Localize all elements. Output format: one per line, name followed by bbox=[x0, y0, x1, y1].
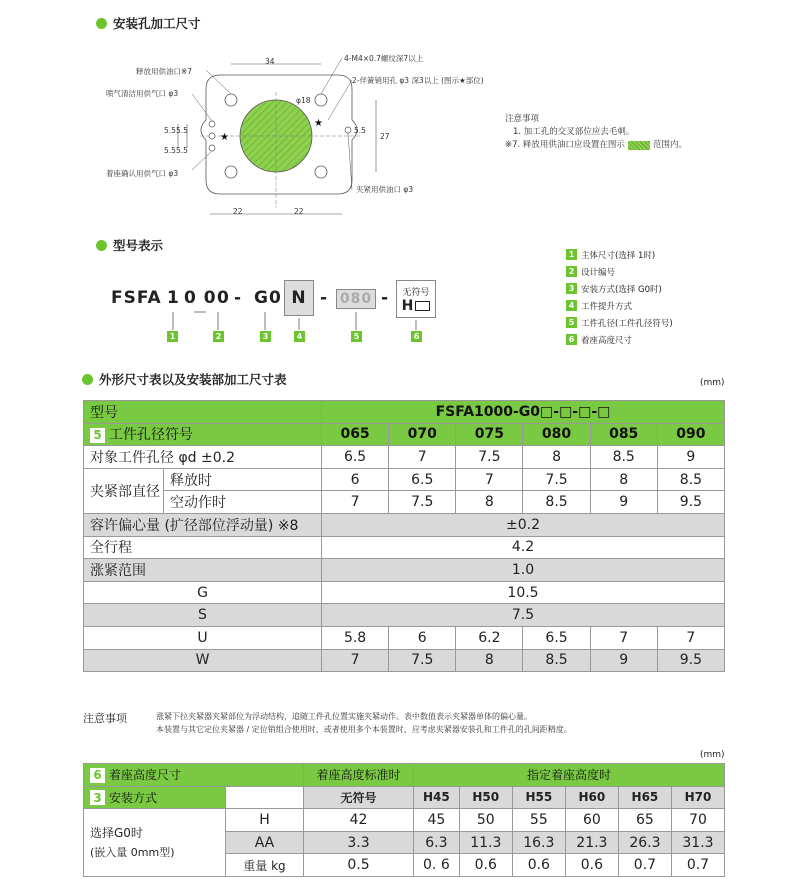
th-spec: 指定着座高度时 bbox=[414, 764, 725, 787]
unit-label-2: (mm) bbox=[700, 750, 725, 760]
model-code-5: N bbox=[284, 280, 314, 316]
dim-dia: φ18 bbox=[296, 96, 311, 105]
dim-55c: 5.5 bbox=[164, 126, 176, 135]
model-num-3: 3 bbox=[260, 331, 271, 342]
label-seat-port: 着座确认用供气口 φ3 bbox=[106, 169, 179, 178]
legend-item: 3 安装方式(选择 G0时) bbox=[566, 280, 673, 297]
note-1: 1. 加工孔的交叉部位应去毛刺。 bbox=[513, 127, 635, 137]
th-col: 075 bbox=[456, 423, 523, 446]
model-legend bbox=[566, 246, 673, 348]
model-code-6: 080 bbox=[336, 289, 376, 309]
table-row: 容许偏心量 (扩径部位浮动量) ※8 ±0.2 bbox=[84, 513, 725, 536]
model-num-5: 5 bbox=[351, 331, 362, 342]
table-row: 选择G0时 (嵌入量 0mm型) H 42 45 50 55 60 65 70 bbox=[84, 809, 725, 832]
section-title-model: 型号表示 bbox=[96, 236, 163, 254]
legend-item: 5 工件孔径(工件孔径符号) bbox=[566, 314, 673, 331]
th-seat: 6 着座高度尺寸 bbox=[84, 764, 304, 787]
bullet-icon bbox=[82, 374, 93, 385]
label-blow-port: 喷气清洁用供气口 φ3 bbox=[106, 89, 179, 98]
table-row: G 10.5 bbox=[84, 581, 725, 604]
th-col: 090 bbox=[657, 423, 724, 446]
dim-vert: 27 bbox=[380, 132, 390, 141]
model-num-2: 2 bbox=[213, 331, 224, 342]
drawing-notes bbox=[505, 113, 687, 152]
legend-item: 6 着座高度尺寸 bbox=[566, 331, 673, 348]
table-row: 对象工件孔径 φd ±0.2 6.5 7 7.5 8 8.5 9 bbox=[84, 446, 725, 469]
table-row: 涨紧范围 1.0 bbox=[84, 559, 725, 582]
label-clamp-port: 夹紧用供油口 φ3 bbox=[356, 185, 414, 194]
dim-top: 34 bbox=[265, 57, 275, 66]
th-col: 080 bbox=[523, 423, 590, 446]
svg-text:★: ★ bbox=[314, 118, 323, 129]
hatch-swatch bbox=[628, 141, 650, 150]
model-code-4: G0 bbox=[254, 288, 282, 308]
legend-item: 1 主体尺寸(选择 1时) bbox=[566, 246, 673, 263]
table-row: W 7 7.5 8 8.5 9 9.5 bbox=[84, 649, 725, 672]
dim-55d: 5.5 bbox=[164, 146, 176, 155]
note-title: 注意事项 bbox=[505, 114, 540, 124]
note-2: ※7. 释放用供油口应设置在图示 范围内。 bbox=[505, 140, 687, 150]
table-row: 夹紧部直径 释放时 6 6.5 7 7.5 8 8.5 bbox=[84, 468, 725, 491]
model-code-2: 0 0 bbox=[184, 288, 217, 308]
svg-text:★: ★ bbox=[220, 132, 229, 143]
section-title-mount-hole: 安装孔加工尺寸 bbox=[96, 14, 201, 32]
seat-height-table: 6 着座高度尺寸 着座高度标准时 指定着座高度时 3 安装方式 无符号 H45 H50 H55 H60 H65 H70 选择G0时 (嵌入量 0mm型) H 42 45 50 55 60 65 70 AA 3.3 6.3 11.3 16.3 21.3 26.3 31.3 重量 kg 0.5 0. 6 0.6 0.6 0.6 0.7 0.7 bbox=[83, 763, 725, 877]
bullet-icon bbox=[96, 240, 107, 251]
table-row: S 7.5 bbox=[84, 604, 725, 627]
table-row: U 5.8 6 6.2 6.5 7 7 bbox=[84, 626, 725, 649]
legend-item: 2 设计编号 bbox=[566, 263, 673, 280]
model-prefix: FSFA bbox=[111, 288, 162, 308]
model-code-3: 0 bbox=[217, 288, 230, 308]
th-mount: 3 安装方式 bbox=[84, 786, 226, 809]
dimension-table bbox=[83, 400, 725, 672]
model-code-1: 1 bbox=[167, 288, 180, 308]
th-hole: 5 工件孔径符号 bbox=[84, 423, 322, 446]
model-num-4: 4 bbox=[294, 331, 305, 342]
th-model: 型号 bbox=[84, 401, 322, 424]
section-title-dimensions: 外形尺寸表以及安装部加工尺寸表 bbox=[82, 370, 287, 388]
th-col: 070 bbox=[389, 423, 456, 446]
label-pin: 2-伴簧销用孔 φ3 深3以上 (图示★部位) bbox=[352, 76, 484, 85]
label-screw: 4-M4×0.7螺纹深7以上 bbox=[344, 54, 424, 63]
dim-right: 22 bbox=[294, 207, 304, 216]
bullet-icon bbox=[96, 18, 107, 29]
dim-left: 22 bbox=[233, 207, 243, 216]
table-row: AA 3.3 6.3 11.3 16.3 21.3 26.3 31.3 bbox=[84, 831, 725, 854]
model-code-7: 无符号 H bbox=[396, 280, 436, 318]
unit-label: (mm) bbox=[700, 378, 725, 388]
table-row: 空动作时 7 7.5 8 8.5 9 9.5 bbox=[84, 491, 725, 514]
table-row: 全行程 4.2 bbox=[84, 536, 725, 559]
th-col: 085 bbox=[590, 423, 657, 446]
notes2-body: 涨紧下拉夹紧器夹紧部位为浮动结构，追随工件孔位置实施夹紧动作。表中数值表示夹紧器单体的偏心量。 本装置与其它定位夹紧器 / 定位销组合使用时，或者使用多个本装置时，应考虑夹紧器安装孔和工件孔的孔间距精度。 bbox=[156, 712, 572, 734]
model-num-1: 1 bbox=[167, 331, 178, 342]
label-release-port: 释放用供油口※7 bbox=[136, 67, 193, 76]
model-num-6: 6 bbox=[411, 331, 422, 342]
legend-item: 4 工件提升方式 bbox=[566, 297, 673, 314]
dim-55b: 5.5 bbox=[176, 146, 188, 155]
notes2-title: 注意事项 bbox=[83, 712, 127, 725]
th-model-value: FSFA1000-G0□-□-□-□ bbox=[322, 401, 725, 424]
dim-55e: 5.5 bbox=[354, 126, 366, 135]
th-col: 065 bbox=[322, 423, 389, 446]
dim-55a: 5.5 bbox=[176, 126, 188, 135]
table-row: 重量 kg 0.5 0. 6 0.6 0.6 0.6 0.7 0.7 bbox=[84, 854, 725, 877]
th-std: 着座高度标准时 bbox=[304, 764, 414, 787]
